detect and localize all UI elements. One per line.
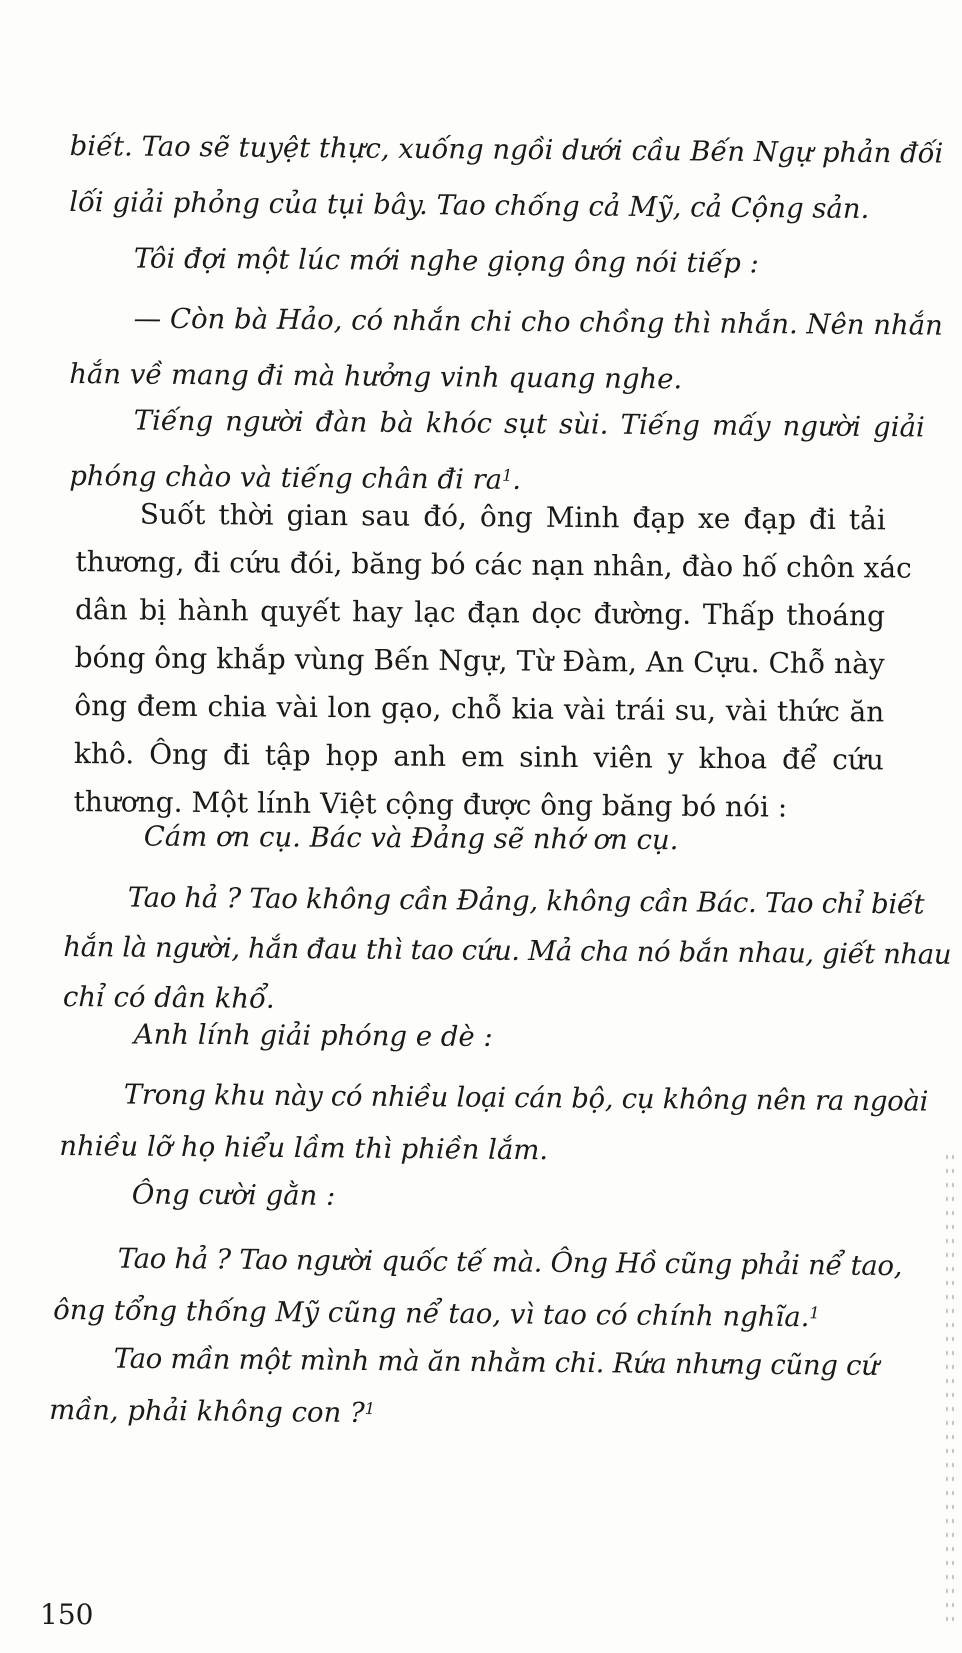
text-line: lối giải phỏng của tụi bây. Tao chống cả Mỹ, cả Cộng sản. [69, 185, 870, 225]
paragraph [69, 290, 943, 409]
text-line: — Còn bà Hảo, có nhắn chi cho chồng thì nhắn. Nên nhắn [133, 302, 943, 342]
line-text: mần, phải không con ? [49, 1393, 365, 1430]
text-line: bóng ông khắp vùng Bến Ngự, Từ Đàm, An Cựu. Chỗ này [74, 640, 885, 681]
footnote-marker: 1 [502, 465, 513, 485]
paragraph [49, 1332, 879, 1444]
text-line: Tao hả ? Tao không cần Đảng, không cần Bác. Tao chỉ biết [127, 881, 925, 921]
text-line: khô. Ông đi tập họp anh em sinh viên y khoa để cứu [73, 736, 885, 777]
text-line: Tao hả ? Tao người quốc tế mà. Ông Hồ cũng phải nể tao, [117, 1242, 903, 1283]
period: . [512, 463, 522, 496]
text-line: Trong khu này có nhiều loại cán bộ, cụ không nên ra ngoài [123, 1078, 929, 1118]
text-line: ông đem chia vài lon gạo, chỗ kia vài trái su, vài thức ăn [74, 688, 885, 729]
paragraph [62, 872, 952, 1029]
line-text: ông tổng thống Mỹ cũng nể tao, vì tao có chính nghĩa. [53, 1293, 810, 1334]
text-line: Ông cười gằn : [131, 1178, 336, 1212]
scan-edge-noise [944, 1150, 954, 1630]
text-line: hắn về mang đi mà hưởng vinh quang nghe. [69, 357, 683, 396]
paragraph [68, 1166, 923, 1228]
text-line: Tôi đợi một lúc mới nghe giọng ông nói tiếp : [133, 242, 759, 280]
text-line: Cám ơn cụ. Bác và Đảng sẽ nhớ ơn cụ. [143, 820, 679, 857]
text-line: nhiều lỡ họ hiểu lầm thì phiền lắm. [59, 1129, 549, 1167]
text-line: biết. Tao sẽ tuyệt thực, xuống ngồi dưới cầu Bến Ngự phản đối [69, 129, 944, 170]
footnote-marker: 1 [809, 1303, 820, 1323]
text-line: Suốt thời gian sau đó, ông Minh đạp xe đạp đi tải [139, 497, 886, 537]
text-line: Tiếng người đàn bà khóc sụt sùi. Tiếng mấy người giải [133, 404, 925, 444]
paragraph [80, 808, 935, 870]
text-line: Anh lính giải phóng e dè : [133, 1018, 493, 1053]
page-number: 150 [40, 1598, 94, 1631]
text-line: dân bị hành quyết hay lạc đạn dọc đường. Thấp thoáng [74, 592, 886, 633]
text-line: chỉ có dân khổ. [62, 980, 275, 1015]
text-line: thương. Một lính Việt cộng được ông băng bó nói : [73, 784, 788, 824]
text-line [49, 1384, 861, 1444]
paragraph [53, 1232, 903, 1344]
line-text: phóng chào và tiếng chân đi ra [69, 459, 503, 496]
text-line: hắn là người, hắn đau thì tao cứu. Mả cha nó bắn nhau, giết nhau [63, 930, 952, 971]
paragraph [73, 490, 912, 832]
paragraph [59, 1068, 929, 1179]
paragraph [70, 1006, 925, 1068]
footnote-marker: 1 [364, 1399, 376, 1419]
paragraph [69, 118, 944, 237]
text-line: Tao mần một mình mà ăn nhằm chi. Rứa nhưng cũng cứ [113, 1342, 879, 1382]
paragraph [70, 230, 925, 293]
text-line: thương, đi cứu đói, băng bó các nạn nhân, đào hố chôn xác [75, 544, 912, 585]
